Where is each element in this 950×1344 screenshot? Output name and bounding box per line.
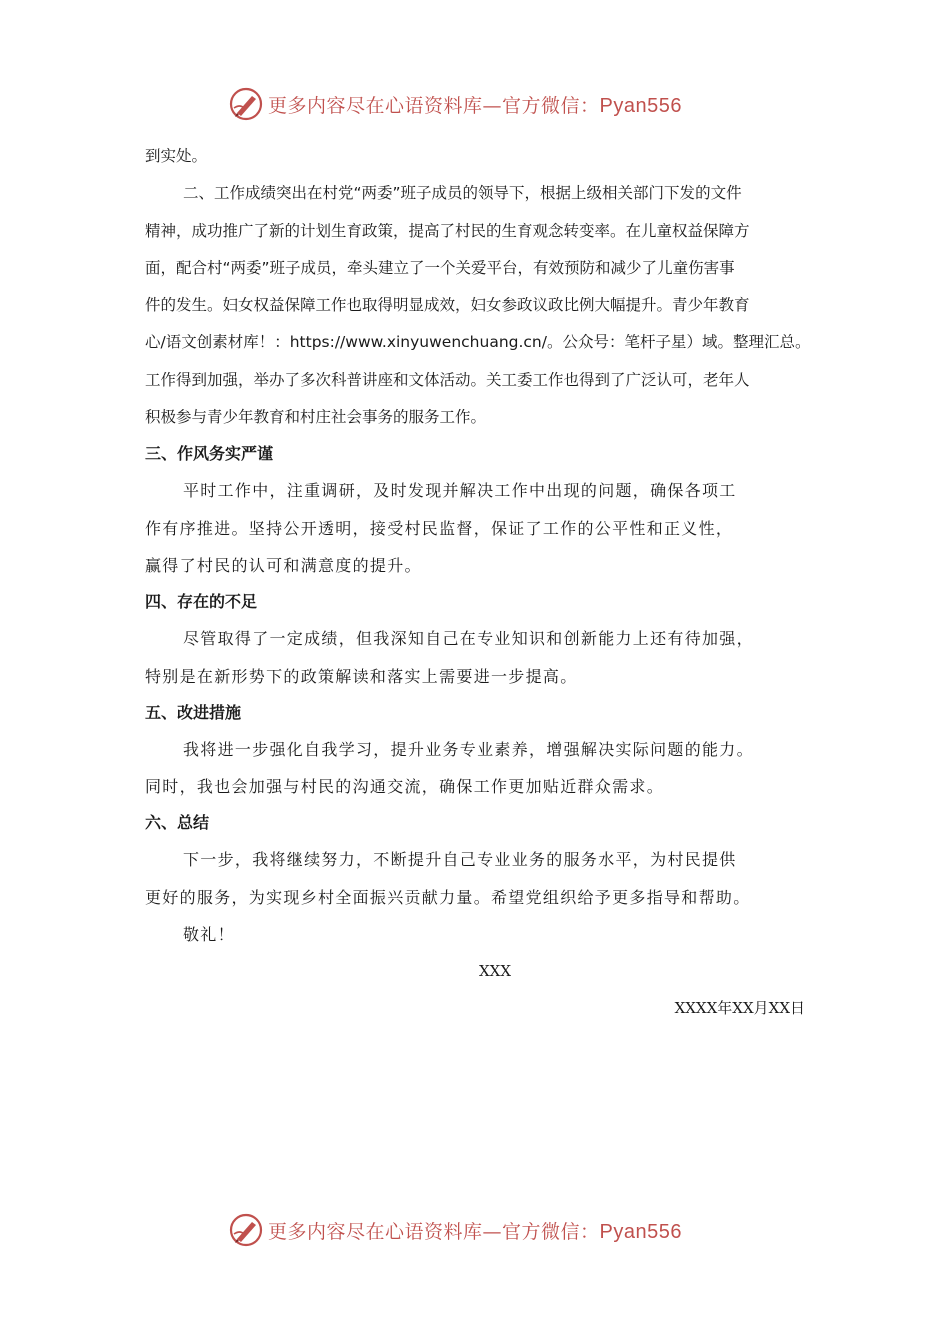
body-line: 到实处。 xyxy=(145,147,208,165)
body-line: 件的发生。妇女权益保障工作也取得明显成效，妇女参政议政比例大幅提升。青少年教育 xyxy=(145,296,750,315)
body-line: 心/语文创素材库！：https://www.xinyuwenchuang.cn/。公众号：笔杆子星）域。整理汇总。 xyxy=(145,333,811,352)
watermark-banner-bottom xyxy=(228,1210,682,1250)
section-heading: 六、总结 xyxy=(145,813,210,833)
watermark-text: 更多内容尽在心语资料库—官方微信：Pyan556 xyxy=(268,1220,682,1243)
body-line: 积极参与青少年教育和村庄社会事务的服务工作。 xyxy=(145,408,487,427)
pen-logo-icon xyxy=(228,86,264,122)
body-line: 我将进一步强化自我学习，提升业务专业素养，增强解决实际问题的能力。 xyxy=(183,739,754,759)
body-line: 尽管取得了一定成绩，但我深知自己在专业知识和创新能力上还有待加强， xyxy=(183,629,754,649)
signature-name: XXX xyxy=(478,962,512,981)
closing-line: 敬礼！ xyxy=(183,925,235,945)
body-line: 赢得了村民的认可和满意度的提升。 xyxy=(145,555,422,575)
watermark-text: 更多内容尽在心语资料库—官方微信：Pyan556 xyxy=(268,94,682,117)
pen-logo-icon xyxy=(228,1212,264,1248)
body-line: 更好的服务，为实现乡村全面振兴贡献力量。希望党组织给予更多指导和帮助。 xyxy=(145,887,751,907)
section-heading: 四、存在的不足 xyxy=(145,592,258,612)
section-heading: 五、改进措施 xyxy=(145,702,242,722)
body-line: 二、工作成绩突出在村党“两委”班子成员的领导下，根据上级相关部门下发的文件 xyxy=(183,184,742,203)
body-line: 下一步，我将继续努力，不断提升自己专业业务的服务水平，为村民提供 xyxy=(183,850,737,870)
body-line: 面，配合村“两委”班子成员，牵头建立了一个关爱平台，有效预防和减少了儿童伤害事 xyxy=(145,258,735,277)
document-body xyxy=(145,138,810,1027)
body-line: 精神，成功推广了新的计划生育政策，提高了村民的生育观念转变率。在儿童权益保障方 xyxy=(145,221,750,240)
watermark-banner-top xyxy=(228,84,682,124)
section-heading: 三、作风务实严谨 xyxy=(145,444,274,464)
body-line: 同时，我也会加强与村民的沟通交流，确保工作更加贴近群众需求。 xyxy=(145,777,665,797)
body-line: 特别是在新形势下的政策解读和落实上需要进一步提高。 xyxy=(145,666,578,686)
body-line: 工作得到加强，举办了多次科普讲座和文体活动。关工委工作也得到了广泛认可，老年人 xyxy=(145,370,750,389)
body-line: 作有序推进。坚持公开透明，接受村民监督，保证了工作的公平性和正义性， xyxy=(145,518,734,538)
body-line: 平时工作中，注重调研，及时发现并解决工作中出现的问题，确保各项工 xyxy=(183,481,737,501)
signature-date: XXXX年XX月XX日 xyxy=(674,999,805,1018)
